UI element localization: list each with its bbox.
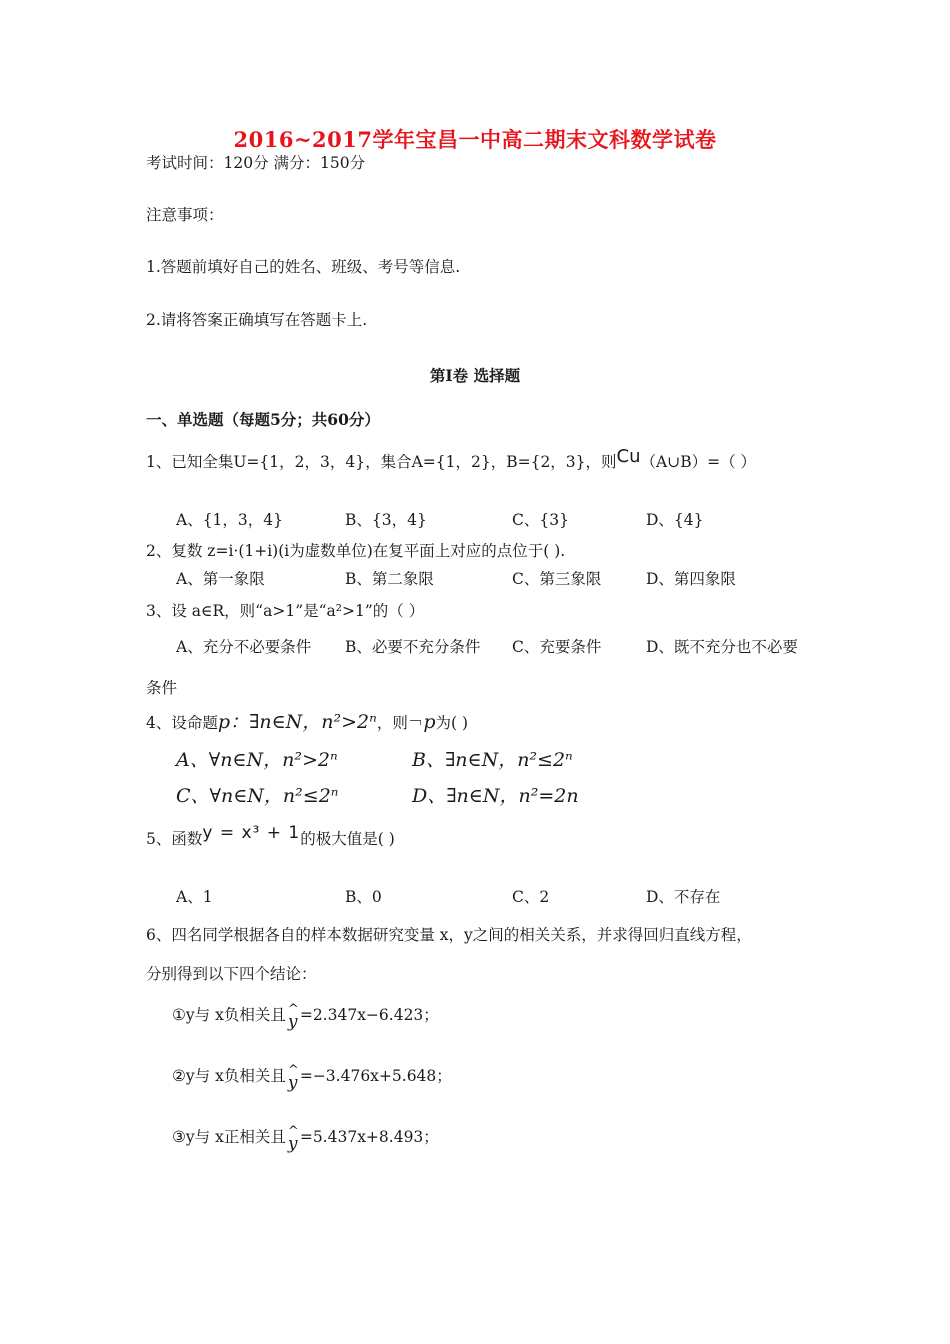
complement-symbol: Cu [616,446,641,467]
exam-info: 考试时间：120分 满分：150分 [146,154,366,172]
q6-statement-1 [172,1002,439,1032]
question-1-text-tail: （A∪B）=（ ） [640,453,757,471]
q3-option-d: D、既不充分也不必要 [646,638,798,656]
q2-option-c: C、第三象限 [512,570,602,588]
q5-option-a: A、1 [176,888,213,906]
statement-1-prefix: ①y与 x负相关且 [172,1006,286,1024]
y-hat-symbol: ^ y [287,1063,299,1093]
q3-option-b: B、必要不充分条件 [345,638,481,656]
question-2: 2、复数 z=i·(1+i)(i为虚数单位)在复平面上对应的点位于( ). [146,542,566,560]
statement-3-prefix: ③y与 x正相关且 [172,1128,286,1146]
question-5-text: 5、函数 [146,830,203,848]
question-5 [146,823,395,849]
q3-option-c: C、充要条件 [512,638,602,656]
q5-option-b: B、0 [345,888,382,906]
q6-statement-3 [172,1124,439,1154]
q1-option-b: B、{3，4} [345,511,427,529]
statement-3-equation: =5.437x+8.493； [299,1128,439,1146]
y-hat-symbol: ^ y [287,1124,299,1154]
q6-statement-2 [172,1063,452,1093]
q1-option-d: D、{4} [646,511,704,529]
part-heading: 一、单选题（每题5分；共60分） [146,410,380,429]
q3-option-d-continuation: 条件 [146,679,178,697]
q4-option-b: B、∃n∈N，n²≤2ⁿ [412,749,573,771]
question-4-text: 4、设命题 [146,714,218,732]
statement-1-equation: =2.347x−6.423； [299,1006,439,1024]
question-1 [146,446,757,472]
section-heading: 第I卷 选择题 [429,366,521,385]
y-hat-symbol: ^ y [287,1002,299,1032]
exam-title: 2016~2017学年宝昌一中高二期末文科数学试卷 [233,127,717,152]
q4-option-d: D、∃n∈N，n²=2n [412,785,579,807]
q4-option-a: A、∀n∈N，n²>2ⁿ [176,749,338,771]
q1-option-c: C、{3} [512,511,569,529]
question-4-text-mid: ，则￢ [376,714,424,732]
question-4-text-tail: 为( ) [435,714,469,732]
q1-option-a: A、{1，3，4} [176,511,284,529]
question-5-text-tail: 的极大值是( ) [300,830,395,848]
negation-symbol: p [423,711,436,733]
notice-item-2: 2.请将答案正确填写在答题卡上. [146,311,368,329]
question-4 [146,712,468,733]
statement-2-equation: =−3.476x+5.648； [299,1067,452,1085]
function-formula: y = x³ + 1 [202,823,301,843]
question-3: 3、设 a∈R，则“a>1”是“a²>1”的（ ） [146,602,425,620]
notice-item-1: 1.答题前填好自己的姓名、班级、考号等信息. [146,258,461,276]
proposition-formula: p：∃n∈N，n²>2ⁿ [217,711,377,733]
q5-option-c: C、2 [512,888,550,906]
q2-option-a: A、第一象限 [176,570,265,588]
question-6: 6、四名同学根据各自的样本数据研究变量 x，y之间的相关关系，并求得回归直线方程， [146,926,752,944]
statement-2-prefix: ②y与 x负相关且 [172,1067,286,1085]
q4-option-c: C、∀n∈N，n²≤2ⁿ [176,785,339,807]
notice-heading: 注意事项： [146,206,224,224]
q5-option-d: D、不存在 [646,888,721,906]
q2-option-d: D、第四象限 [646,570,736,588]
q2-option-b: B、第二象限 [345,570,434,588]
question-1-text: 1、已知全集U={1，2，3，4}，集合A={1，2}，B={2，3}，则 [146,453,617,471]
question-6-continuation: 分别得到以下四个结论： [146,965,317,983]
q3-option-a: A、充分不必要条件 [176,638,312,656]
